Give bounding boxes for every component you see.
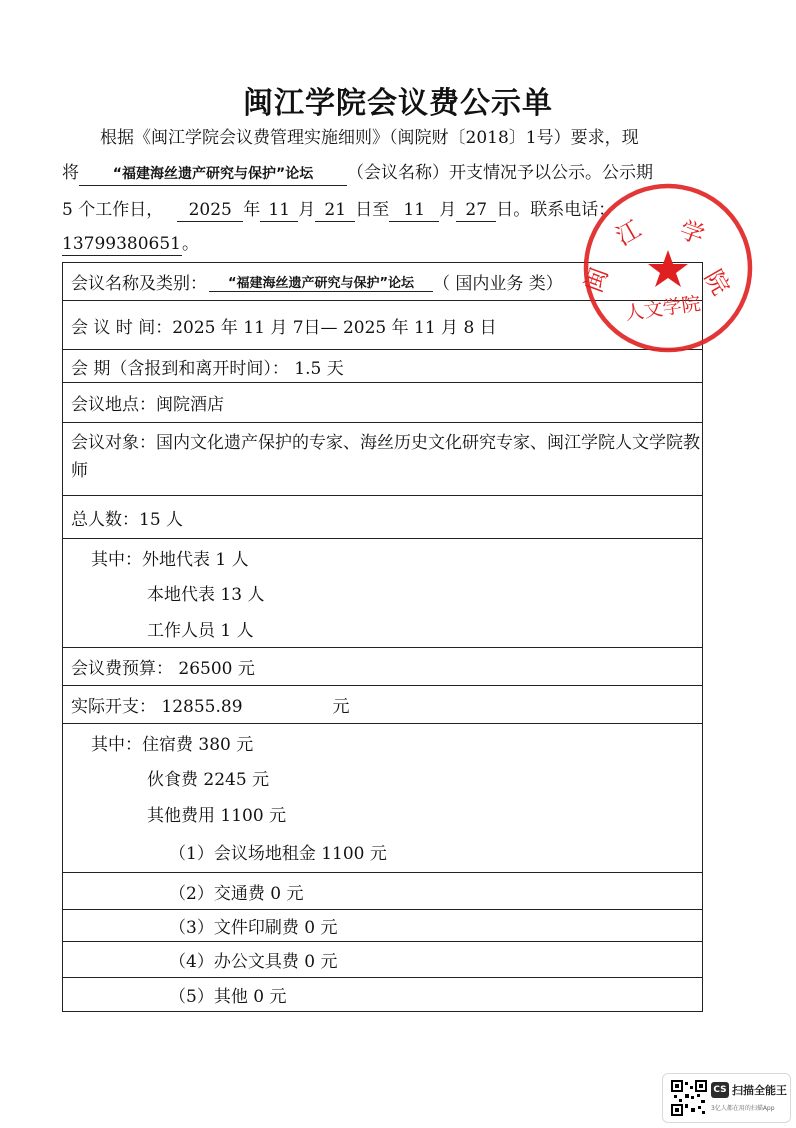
start-year: 2025 bbox=[177, 199, 243, 222]
intro-text: 日。联系电话： bbox=[496, 200, 616, 220]
row-staff: 工作人员 1 人 bbox=[63, 610, 702, 648]
intro-text: 年 bbox=[243, 200, 261, 220]
seal-char-left: 闽 bbox=[580, 263, 614, 297]
end-month: 11 bbox=[389, 199, 439, 222]
seal-graphic bbox=[580, 180, 756, 356]
seal-bottom-text: 人文学院 bbox=[623, 292, 702, 325]
meeting-name-label: 会议名称及类别： bbox=[71, 274, 207, 294]
qr-code-icon bbox=[671, 1080, 707, 1116]
intro-text: 月 bbox=[439, 200, 457, 220]
row-other-costs: 其他费用 1100 元 bbox=[147, 805, 287, 826]
intro-text: 日至 bbox=[355, 200, 390, 220]
seal-char-a: 学 bbox=[675, 215, 709, 250]
row-meeting-duration: 会 期（含报到和离开时间）： 1.5 天 bbox=[63, 350, 702, 383]
row-actual-spend bbox=[63, 686, 702, 724]
actual-spend-unit: 元 bbox=[332, 697, 350, 717]
scanner-app-slogan: 3亿人都在用的扫描App bbox=[711, 1105, 775, 1112]
row-meals: 伙食费 2245 元 bbox=[147, 770, 270, 790]
scanner-app-name: 扫描全能王 bbox=[732, 1084, 787, 1097]
intro-text: 将 bbox=[62, 163, 79, 183]
row-external-reps: 其中：外地代表 1 人 bbox=[91, 549, 249, 570]
end-day: 27 bbox=[456, 199, 496, 222]
row-venue-rent: （1）会议场地租金 1100 元 bbox=[63, 831, 702, 873]
contact-phone: 13799380651 bbox=[62, 234, 181, 254]
intro-text: 。 bbox=[182, 234, 199, 254]
intro-line-1 bbox=[62, 127, 702, 149]
official-seal bbox=[580, 180, 756, 356]
row-transport: （2）交通费 0 元 bbox=[63, 873, 702, 910]
intro-text: 根据《闽江学院会议费管理实施细则》（闽院财〔2018〕1号）要求，现 bbox=[100, 128, 639, 148]
expense-table bbox=[62, 262, 703, 1012]
intro-text: 5 个工作日， bbox=[62, 200, 164, 220]
row-meeting-time: 会 议 时 间：2025 年 11 月 7日— 2025 年 11 月 8 日 bbox=[63, 301, 702, 350]
intro-text: 月 bbox=[298, 200, 316, 220]
row-meeting-attendees: 会议对象：国内文化遗产保护的专家、海丝历史文化研究专家、闽江学院人文学院教师 bbox=[63, 423, 702, 496]
seal-char-top: 江 bbox=[611, 214, 646, 252]
intro-text: （会议名称）开支情况予以公示。公示期 bbox=[347, 163, 653, 183]
row-lodging: 其中：住宿费 380 元 bbox=[91, 734, 254, 755]
start-day: 21 bbox=[315, 199, 355, 222]
row-misc: （5）其他 0 元 bbox=[169, 987, 287, 1007]
scanner-watermark bbox=[662, 1073, 791, 1123]
actual-spend-value: 实际开支： 12855.89 bbox=[71, 697, 243, 717]
page-title: 闽江学院会议费公示单 bbox=[243, 86, 553, 121]
seal-star-icon bbox=[648, 250, 688, 287]
seal-char-b: 院 bbox=[698, 265, 736, 300]
meeting-type: （ 国内业务 类） bbox=[433, 274, 563, 294]
start-month: 11 bbox=[260, 199, 298, 222]
row-printing: （3）文件印刷费 0 元 bbox=[63, 910, 702, 942]
row-budget: 会议费预算： 26500 元 bbox=[63, 648, 702, 686]
meeting-name-value: “福建海丝遗产研究与保护”论坛 bbox=[209, 272, 433, 292]
row-total-people: 总人数：15 人 bbox=[63, 496, 702, 539]
row-stationery: （4）办公文具费 0 元 bbox=[63, 942, 702, 978]
meeting-name-blank: “福建海丝遗产研究与保护”论坛 bbox=[79, 163, 347, 186]
cs-logo-icon: CS bbox=[711, 1082, 729, 1098]
row-meeting-location: 会议地点：闽院酒店 bbox=[63, 383, 702, 423]
row-local-reps: 本地代表 13 人 bbox=[147, 585, 265, 605]
